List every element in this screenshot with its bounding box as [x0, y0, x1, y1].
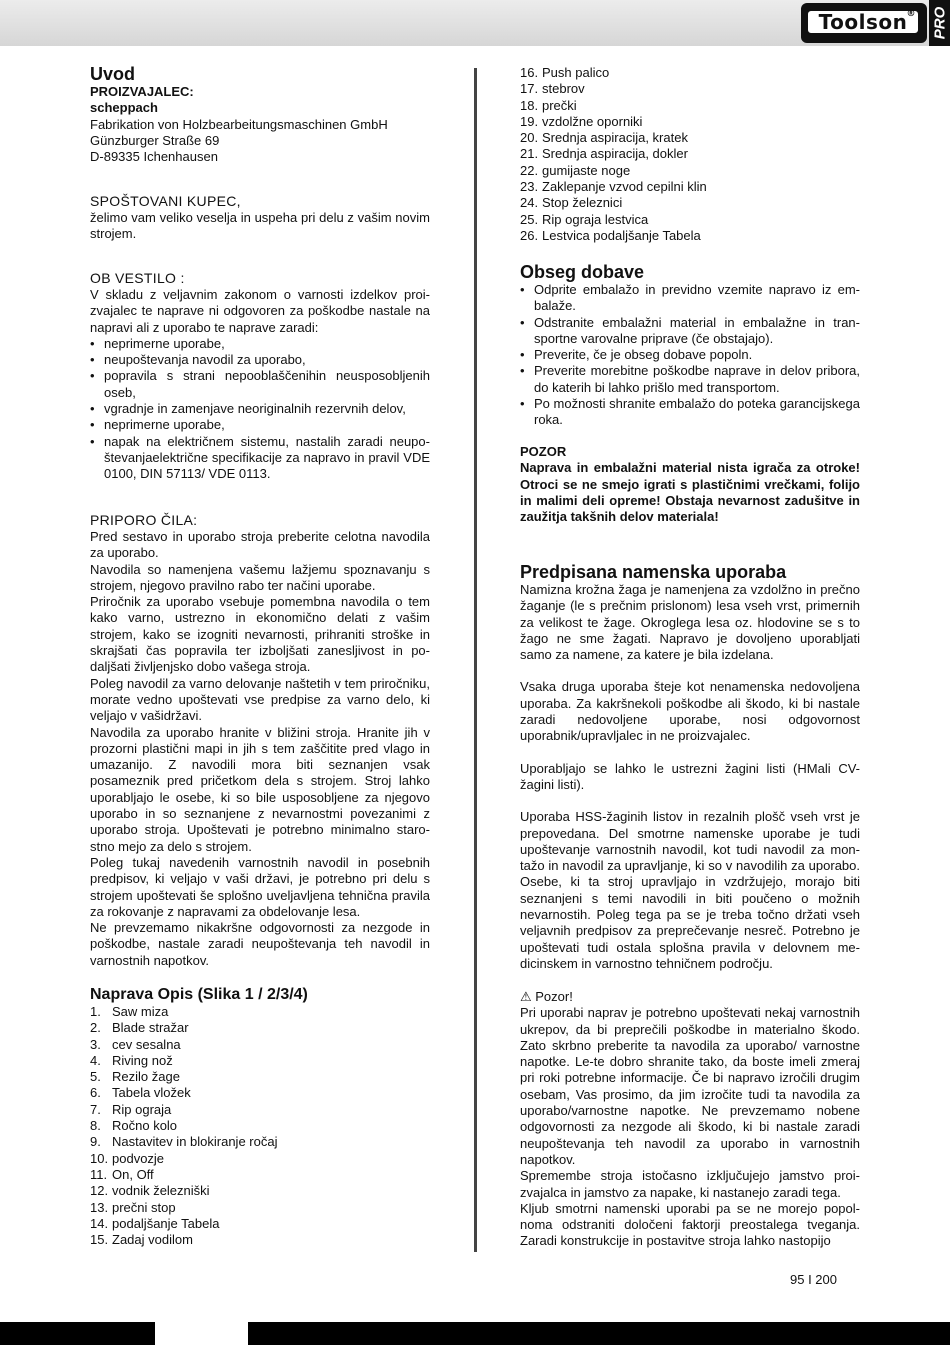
obseg-section — [520, 262, 860, 429]
footer-bar — [0, 1322, 950, 1345]
parts-list-item — [520, 195, 860, 211]
ob-vestilo-heading: OB VESTILO : — [90, 270, 185, 286]
item-number: 8. — [90, 1118, 101, 1134]
item-label: Lestvica podaljšanje Tabela — [542, 227, 701, 243]
item-label: Stop železnici — [542, 195, 623, 211]
pro-label: PRO — [931, 6, 948, 40]
item-label: Srednja aspiracija, dokler — [542, 146, 688, 162]
ob-vestilo-text: V skladu z veljavnim zakonom o varnosti izdelkov proizvajalec te naprave ni odgovoren za poškodbe nastale na napravi ali z uporabo te naprave zaradi: — [90, 287, 430, 335]
namenska-heading: Predpisana namenska uporaba — [520, 562, 787, 582]
item-label: gumijaste noge — [542, 162, 631, 178]
list-item: • neprimerne uporabe, — [90, 336, 430, 352]
ob-vestilo-section — [90, 270, 430, 483]
item-label: podaljšanje Tabela — [112, 1215, 220, 1231]
item-label: Nastavitev in blokiranje ročaj — [112, 1134, 278, 1150]
item-number: 6. — [90, 1085, 101, 1101]
list-item: • Odstranite embalažni material in embalažne in transportne varovalne priprave (če obstajajo). — [520, 315, 860, 348]
item-label: Saw miza — [112, 1004, 169, 1019]
parts-list-item — [90, 1118, 430, 1134]
company-name: scheppach — [90, 100, 158, 116]
paragraph: Namizna krožna žaga je namenjena za vzdolžno in prečno žaganje (le s prečnim prislonom) lesa vseh vrst, primernih za velikost te žage. Okroglega lesa oz. hlodovine se s to žago ne sme žagati. Napravo je dovoljeno uporabljati samo za namene, za katere je bila izdelana. — [520, 582, 860, 663]
item-number: 18. — [520, 97, 539, 113]
paragraph: Ne prevzemamo nikakršne odgovornosti za nezgode in poškodbe, nastale zaradi neupoštevanja teh navodil in varnostnih napotkov. — [90, 920, 430, 968]
item-label: Tabela vložek — [112, 1085, 191, 1101]
parts-list-item — [520, 146, 860, 162]
item-number: 26. — [520, 227, 539, 243]
parts-list-item — [90, 1053, 430, 1069]
item-number: 16. — [520, 65, 539, 80]
parts-list-item — [90, 1069, 430, 1085]
parts-list-item — [90, 1232, 430, 1248]
column-divider — [474, 68, 477, 1252]
item-number: 17. — [520, 81, 539, 97]
parts-list-item — [520, 114, 860, 130]
parts-list-item — [520, 179, 860, 195]
item-number: 2. — [90, 1020, 101, 1036]
item-number: 3. — [90, 1036, 101, 1052]
item-label: Rip ograja — [112, 1101, 172, 1117]
paragraph: Pred sestavo in uporabo stroja preberite celotna navodila za uporabo. — [90, 529, 430, 561]
parts-list-item — [520, 81, 860, 97]
item-label: Rezilo žage — [112, 1069, 180, 1085]
pro-tab — [929, 0, 950, 46]
list-item: • neprimerne uporabe, — [90, 417, 430, 433]
paragraph: Vsaka druga uporaba šteje kot nenamenska nedovoljena uporaba. Za kakršnekoli poškodbe ali škodo, ki bi nastale zaradi nedovoljene uporabe, nosi odgovornost uporabnik/upravljalec in ne proizvajalec. — [520, 679, 860, 744]
list-item: • Po možnosti shranite embalažo do poteka garancijskega roka. — [520, 396, 860, 429]
proizvajalec-heading: PROIZVAJALEC: — [90, 84, 194, 99]
parts-list — [90, 1004, 430, 1248]
uvod-title: Uvod — [90, 64, 135, 84]
pozor-text: Naprava in embalažni material nista igrača za otroke! Otroci se ne smejo igrati s plastičnimi vrečkami, folijo in malimi deli opreme! Obstaja nevarnost zadušitve in zaužitja takšnih delov materiala! — [520, 460, 860, 525]
item-number: 1. — [90, 1004, 101, 1019]
item-number: 23. — [520, 179, 539, 195]
paragraph: Poleg navodil za varno delovanje naštetih v tem priročniku, morate vedno upoštevati vse predpise za varno delo, ki veljajo v vašidržavi. — [90, 675, 430, 724]
paragraph: Navodila za uporabo hranite v bližini stroja. Hranite jih v prozorni plastični mapi in jih s tem zaščitite pred vlago in umazanijo. Z navodili mora biti seznanjen vsak posameznik pred pričetkom dela s strojem. Stroj lahko uporabljajo le osebe, ki so bile usposobljene za njegovo uporabo in so seznanjene z nevarnostmi povezanimi z uporabo stroja. Upoštevati je potrebno minimalno starostno mejo za delo s strojem. — [90, 724, 430, 854]
address-line: Günzburger Straße 69 — [90, 132, 220, 148]
parts-list-item — [520, 130, 860, 146]
item-label: stebrov — [542, 81, 585, 97]
paragraph: Priročnik za uporabo vsebuje pomembna navodila o tem kako varno, ustrezno in ekonomično delati z vašim strojem, kako se izogniti nevarnosti, prihraniti stroške in skrajšati čas popravila ter izboljšati zanesljivost in podaljšati življenjsko dobo vašega stroja. — [90, 594, 430, 675]
item-label: Riving nož — [112, 1052, 173, 1068]
kupec-section — [90, 193, 430, 243]
item-label: Zadaj vodilom — [112, 1232, 193, 1248]
priporocila-heading: PRIPORO ČILA: — [90, 512, 198, 528]
parts-list-item — [90, 1020, 430, 1036]
item-number: 19. — [520, 113, 539, 129]
pozor-section — [520, 444, 860, 525]
logo-wordmark — [806, 9, 920, 35]
item-number: 20. — [520, 130, 539, 146]
pozor-heading: POZOR — [520, 444, 567, 459]
kupec-text: želimo vam veliko veselja in uspeha pri delu z vašim novim strojem. — [90, 210, 430, 242]
item-label: On, Off — [112, 1166, 154, 1182]
ob-vestilo-list — [90, 336, 430, 483]
item-number: 4. — [90, 1052, 101, 1068]
parts-list-continued — [520, 65, 860, 244]
list-item: • neupoštevanja navodil za uporabo, — [90, 352, 430, 368]
footer-bar-gap — [155, 1322, 248, 1345]
item-number: 22. — [520, 162, 539, 178]
paragraph: Kljub smotrni namenski uporabi pa se ne morejo popolnoma odstraniti določeni faktorji preostalega tveganja. Zaradi konstrukcije in postavitve stroja lahko nastopijo — [520, 1200, 860, 1249]
item-label: Zaklepanje vzvod cepilni klin — [542, 179, 707, 195]
paragraph: Uporaba HSS-žaginih listov in rezalnih plošč vseh vrst je prepovedana. Del smotrne namenske uporabe je tudi upoštevanje varnostnih navodil, kot tudi navodil za montažo in navodil za upravljanje, ki so v navodilih za uporabo. Osebe, ki ta stroj upravljajo in vzdržujejo, morajo biti seznanjeni s temi navodili in biti poučeno o možnih nevarnostih. Poleg tega pa se je treba točno držati vseh veljavnih predpisov za preprečevanje nesreč. Potrebno je upoštevati tudi ostala splošna pravila v delovnem medicinskem in varnostno tehničnem področju. — [520, 809, 860, 971]
item-number: 9. — [90, 1134, 101, 1150]
paragraph: Poleg tukaj navedenih varnostnih navodil in posebnih predpisov, ki veljajo v vaši državi, je potrebno pri delu s strojem upoštevati še splošno uveljavljena tehnična pravila za rokovanje z napravami za obdelovanje lesa. — [90, 854, 430, 919]
parts-list-item — [520, 228, 860, 244]
item-label: prečni stop — [112, 1199, 176, 1215]
list-item: • popravila s strani nepooblaščenihin neusposobljenih oseb, — [90, 368, 430, 401]
priporocila-section — [90, 512, 430, 969]
parts-list-item — [90, 1167, 430, 1183]
paragraph: Spremembe stroja istočasno izključujejo jamstvo proizvajalca in jamstvo za napake, ki nastanejo zaradi tega. — [520, 1168, 860, 1200]
item-label: Push palico — [542, 65, 610, 80]
address-line: D-89335 Ichenhausen — [90, 149, 218, 165]
item-number: 7. — [90, 1101, 101, 1117]
item-number: 21. — [520, 146, 539, 162]
parts-list — [520, 65, 860, 244]
item-label: Ročno kolo — [112, 1118, 178, 1134]
paragraph: Pri uporabi naprav je potrebno upoštevati nekaj varnostnih ukrepov, da bi preprečili poškodbe in materialno škodo. Zato skrbno preberite ta navodila za uporabo/ varnostne napotke. Le-te dobro shranite tako, da boste imeli zmeraj pri roki potrebne informacije. Če bi napravo izročili drugim osebam, Vas prosimo, da jim izročite tudi ta navodila za uporabo/varnostne napotke. Ne prevzemamo nobene odgovornosti za nezgode ali škodo, ki bi nastale zaradi neupoštevanja teh navodil za uporabo in varnostnih napotkov. — [520, 1005, 860, 1167]
obseg-list — [520, 282, 860, 429]
parts-list-item — [90, 1200, 430, 1216]
registered-mark: ® — [906, 9, 916, 19]
item-number: 12. — [90, 1183, 109, 1199]
item-number: 10. — [90, 1150, 109, 1166]
parts-list-item — [90, 1102, 430, 1118]
toolson-logo — [801, 3, 927, 43]
item-label: Rip ograja lestvica — [542, 211, 649, 227]
item-label: vodnik železniški — [112, 1183, 210, 1199]
item-number: 5. — [90, 1069, 101, 1085]
parts-list-item — [90, 1151, 430, 1167]
item-number: 13. — [90, 1199, 109, 1215]
list-item: • vgradnje in zamenjave neoriginalnih rezervnih delov, — [90, 401, 430, 417]
item-label: Blade stražar — [112, 1020, 189, 1036]
paragraph: Navodila so namenjena vašemu lažjemu spoznavanju s strojem, njegovo pravilno rabo ter načini uporabe. — [90, 561, 430, 593]
logo-text: Toolson — [818, 10, 908, 34]
parts-list-item — [520, 98, 860, 114]
item-label: Srednja aspiracija, kratek — [542, 130, 688, 146]
list-item: • Odprite embalažo in previdno vzemite napravo iz embalaže. — [520, 282, 860, 315]
warning-label: ⚠ Pozor! — [520, 989, 573, 1004]
item-number: 24. — [520, 195, 539, 211]
parts-list-item — [90, 1216, 430, 1232]
item-number: 15. — [90, 1232, 109, 1248]
list-item: • Preverite morebitne poškodbe naprave in delov pribora, do katerih bi lahko prišlo med transportom. — [520, 363, 860, 396]
item-label: vzdolžne oporniki — [542, 113, 643, 129]
parts-list-item — [90, 1004, 430, 1020]
item-label: prečki — [542, 97, 577, 113]
item-number: 25. — [520, 211, 539, 227]
opis-heading: Naprava Opis (Slika 1 / 2/3/4) — [90, 986, 308, 1003]
parts-list-item — [90, 1037, 430, 1053]
parts-list-item — [520, 163, 860, 179]
kupec-heading: SPOŠTOVANI KUPEC, — [90, 193, 241, 209]
opis-section — [90, 986, 430, 1248]
parts-list-item — [90, 1183, 430, 1199]
parts-list-item — [90, 1085, 430, 1101]
parts-list-item — [90, 1134, 430, 1150]
namenska-section — [520, 562, 860, 972]
item-number: 14. — [90, 1215, 109, 1231]
paragraph: Uporabljajo se lahko le ustrezni žagini listi (HMali CV-žagini listi). — [520, 760, 860, 792]
list-item: • napak na električnem sistemu, nastalih zaradi neupoštevanjaelektrične specifikacije za napravo in pravil VDE 0100, DIN 57113/ VDE 0113. — [90, 434, 430, 483]
parts-list-item — [520, 212, 860, 228]
list-item: • Preverite, če je obseg dobave popoln. — [520, 347, 860, 363]
address-line: Fabrikation von Holzbearbeitungsmaschinen GmbH — [90, 116, 388, 132]
item-label: cev sesalna — [112, 1036, 181, 1052]
pozor2-section — [520, 989, 860, 1250]
page-number: 95 I 200 — [790, 1272, 837, 1287]
intro-section — [90, 64, 430, 165]
item-label: podvozje — [112, 1150, 165, 1166]
item-number: 11. — [90, 1166, 108, 1182]
parts-list-item — [520, 65, 860, 81]
obseg-heading: Obseg dobave — [520, 262, 645, 282]
